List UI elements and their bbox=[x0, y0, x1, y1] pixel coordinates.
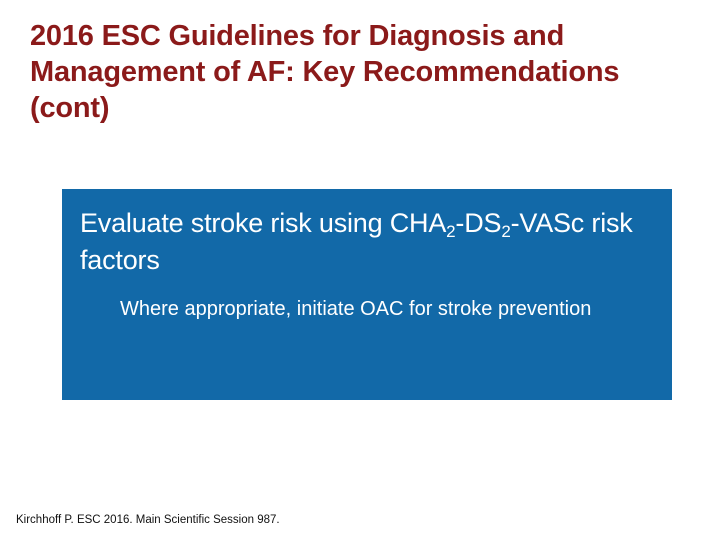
recommendation-subtext: Where appropriate, initiate OAC for stroke prevention bbox=[120, 298, 592, 320]
heading-mid: -DS bbox=[455, 208, 502, 238]
heading-subscript-1: 2 bbox=[446, 222, 456, 241]
slide-title: 2016 ESC Guidelines for Diagnosis and Management of AF: Key Recommendations (cont) bbox=[30, 20, 620, 124]
heading-suffix: -VASc risk factors bbox=[80, 208, 633, 275]
citation-footnote: Kirchhoff P. ESC 2016. Main Scientific Session 987. bbox=[16, 514, 280, 526]
recommendation-heading bbox=[80, 205, 652, 279]
heading-prefix: Evaluate stroke risk using CHA bbox=[80, 208, 447, 238]
heading-subscript-2: 2 bbox=[501, 222, 511, 241]
recommendation-box bbox=[62, 189, 672, 400]
